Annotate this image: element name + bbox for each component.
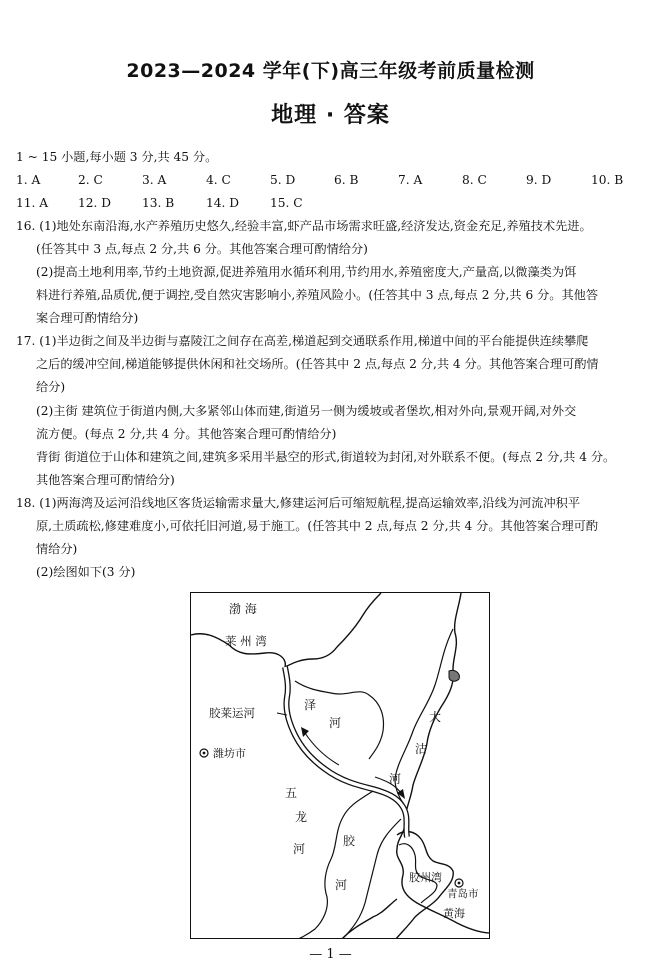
answer-item: 10. B bbox=[591, 173, 624, 187]
q17-line: 其他答案合理可酌情给分) bbox=[36, 473, 175, 487]
answer-item: 14. D bbox=[206, 196, 240, 210]
map-label-long: 龙 bbox=[295, 810, 308, 824]
q17-line: 背街 街道位于山体和建筑之间,建筑多采用半悬空的形式,街道较为封闭,对外联系不便。(每点 2 分,共 4 分。 bbox=[36, 450, 616, 464]
map-label-wulong-he: 河 bbox=[293, 842, 306, 856]
q16-line: (2)提高土地利用率,节约土地资源,促进养殖用水循环利用,节约用水,养殖密度大,产量高,以微藻类为饵 bbox=[36, 265, 577, 279]
map-label-weifang: 潍坊市 bbox=[213, 747, 246, 760]
q16-line: 案合理可酌情给分) bbox=[36, 311, 139, 325]
map-label-gu: 沽 bbox=[415, 742, 428, 756]
page-subtitle: 地理 · 答案 bbox=[271, 103, 390, 128]
answer-item: 2. C bbox=[78, 173, 103, 187]
map-label-da: 大 bbox=[429, 710, 442, 724]
lake bbox=[449, 670, 459, 681]
q16-line: 料进行养殖,品质优,便于调控,受自然灾害影响小,养殖风险小。(任答其中 3 点,每点 2 分,共 6 分。其他答 bbox=[36, 288, 599, 302]
q16-line: (任答其中 3 点,每点 2 分,共 6 分。其他答案合理可酌情给分) bbox=[36, 242, 368, 256]
answer-item: 11. A bbox=[16, 196, 49, 210]
q17-line: 之后的缓冲空间,梯道能够提供休闲和社交场所。(任答其中 2 点,每点 2 分,共 4 分。其他答案合理可酌情 bbox=[36, 357, 599, 371]
map-label-jiao-he: 河 bbox=[335, 878, 348, 892]
q16-line: 16. (1)地处东南沿海,水产养殖历史悠久,经验丰富,虾产品市场需求旺盛,经济发达,资金充足,养殖技术先进。 bbox=[16, 219, 592, 233]
answer-row-2 bbox=[16, 196, 646, 211]
answer-item: 4. C bbox=[206, 173, 231, 187]
q18-line: (2)绘图如下(3 分) bbox=[36, 565, 136, 579]
page-number: — 1 — bbox=[309, 947, 352, 962]
map-label-ze-he: 河 bbox=[329, 716, 342, 730]
map-label-ze: 泽 bbox=[304, 698, 317, 712]
map-label-jiao: 胶 bbox=[343, 834, 356, 848]
map-label-bohai: 渤 海 bbox=[229, 602, 257, 616]
page-title: 2023—2024 学年(下)高三年级考前质量检测 bbox=[126, 60, 535, 82]
answer-item: 3. A bbox=[142, 173, 167, 187]
answer-item: 13. B bbox=[142, 196, 175, 210]
map-label-huanghai: 黄海 bbox=[443, 907, 465, 920]
map-label-dagu-he: 河 bbox=[389, 772, 402, 786]
map-label-laizhou-bay: 莱 州 湾 bbox=[225, 634, 267, 648]
map-label-wu: 五 bbox=[285, 786, 298, 800]
instructions: 1 ~ 15 小题,每小题 3 分,共 45 分。 bbox=[16, 150, 218, 164]
canal-map bbox=[190, 592, 490, 939]
answer-item: 8. C bbox=[462, 173, 487, 187]
q17-line: (2)主街 建筑位于街道内侧,大多紧邻山体而建,街道另一侧为缓坡或者堡坎,相对外向,景观开阔,对外交 bbox=[36, 404, 577, 418]
arrowhead-icon bbox=[301, 727, 309, 737]
canal-map-svg bbox=[191, 593, 490, 939]
map-label-qingdao: 青岛市 bbox=[447, 888, 479, 900]
answer-item: 7. A bbox=[398, 173, 423, 187]
answer-item: 9. D bbox=[526, 173, 552, 187]
answer-item: 12. D bbox=[78, 196, 112, 210]
answer-item: 5. D bbox=[270, 173, 296, 187]
map-label-canal: 胶莱运河 bbox=[209, 706, 255, 720]
map-label-jiaozhou-bay: 胶州湾 bbox=[409, 871, 442, 884]
q18-line: 情给分) bbox=[36, 542, 78, 556]
q18-line: 原,土质疏松,修建难度小,可依托旧河道,易于施工。(任答其中 2 点,每点 2 分,共 4 分。其他答案合理可酌 bbox=[36, 519, 599, 533]
laizhou-bay-coastline bbox=[191, 593, 381, 667]
q17-line: 流方便。(每点 2 分,共 4 分。其他答案合理可酌情给分) bbox=[36, 427, 337, 441]
dagu-river bbox=[395, 629, 453, 803]
answer-row-1 bbox=[16, 173, 646, 188]
jiaozhou-bay-coastline bbox=[395, 832, 453, 939]
answer-item: 1. A bbox=[16, 173, 41, 187]
q17-line: 给分) bbox=[36, 380, 66, 394]
q17-line: 17. (1)半边街之间及半边街与嘉陵江之间存在高差,梯道起到交通联系作用,梯道中间的平台能提供连续攀爬 bbox=[16, 334, 589, 348]
answer-item: 15. C bbox=[270, 196, 303, 210]
answer-item: 6. B bbox=[334, 173, 359, 187]
q18-line: 18. (1)两海湾及运河沿线地区客货运输需求量大,修建运河后可缩短航程,提高运输效率,沿线为河流冲积平 bbox=[16, 496, 581, 510]
south-coastline bbox=[341, 899, 397, 939]
